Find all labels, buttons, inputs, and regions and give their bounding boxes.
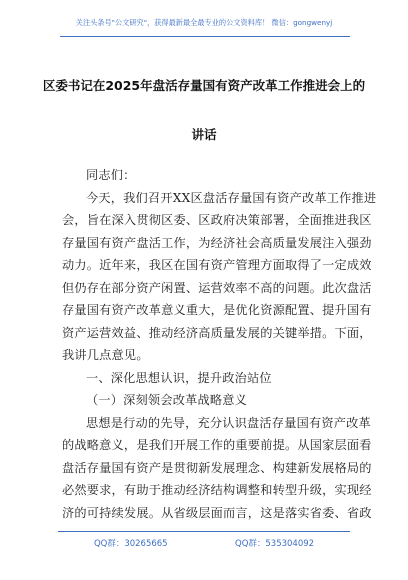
subsection-heading-1: （一）深刻领会改革战略意义	[86, 393, 248, 407]
document-title-line1: 区委书记在2025年盘活存量国有资产改革工作推进会上的	[42, 78, 366, 93]
paragraph-significance	[62, 412, 372, 525]
paragraph-line: 必然要求，有助于推动经济结构调整和转型升级，实现经	[62, 483, 372, 497]
paragraph-line: 我讲几点意见。	[62, 348, 149, 362]
footer-qq-group-1: QQ群：30265665	[93, 539, 168, 549]
paragraph-line: 思想是行动的先导，充分认识盘活存量国有资产改革	[86, 415, 371, 430]
paragraph-line: 资产运营效益、推动经济高质量发展的关键举措。下面，	[62, 325, 372, 340]
paragraph-line: 盘活存量国有资产是贯彻新发展理念、构建新发展格局的	[62, 460, 372, 475]
footer-divider	[58, 531, 350, 532]
paragraph-line: 存量国有资产改革意义重大，是优化资源配置、提升国有	[62, 303, 372, 317]
paragraph-line: 会，旨在深入贯彻区委、区政府决策部署，全面推进我区	[62, 213, 372, 227]
section-heading-1: 一、深化思想认识，提升政治站位	[86, 370, 272, 385]
header-banner: 关注头条号"公文研究"，获得最新最全最专业的公文资料库！ 微信：gongwenyj	[75, 18, 333, 27]
salutation: 同志们：	[86, 168, 136, 182]
document-title-line2: 讲话	[191, 127, 217, 142]
paragraph-line: 济的可持续发展。从省级层面而言，这是落实省委、省政	[62, 505, 372, 520]
footer-qq-group-2: QQ群：535304092	[235, 539, 315, 549]
paragraph-line: 今天，我们召开XX区盘活存量国有资产改革工作推进	[86, 190, 377, 205]
header-divider	[60, 36, 350, 37]
paragraph-line: 动力。近年来，我区在国有资产管理方面取得了一定成效	[62, 258, 372, 272]
paragraph-line: 存量国有资产盘活工作，为经济社会高质量发展注入强劲	[62, 235, 372, 250]
paragraph-line: 的战略意义，是我们开展工作的重要前提。从国家层面看	[62, 438, 372, 452]
footer-contact	[0, 537, 408, 549]
paragraph-line: 但仍存在部分资产闲置、运营效率不高的问题。此次盘活	[62, 280, 372, 295]
paragraph-intro	[62, 187, 377, 367]
